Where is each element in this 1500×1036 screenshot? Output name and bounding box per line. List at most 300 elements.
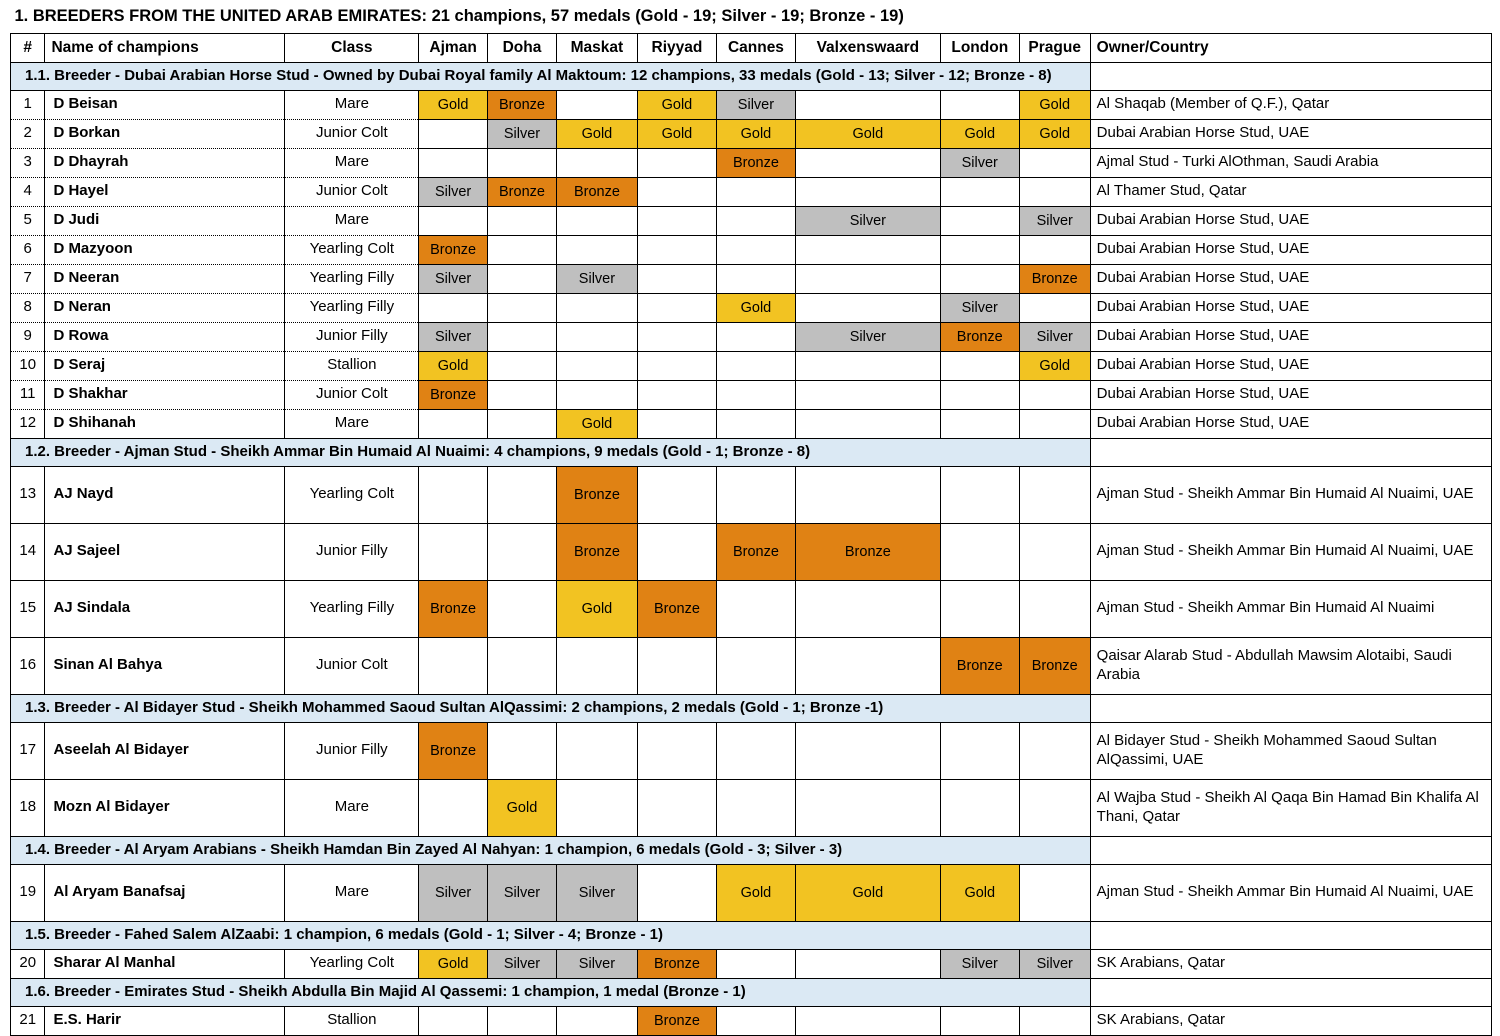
medal-cell bbox=[940, 1006, 1019, 1035]
owner-country: Dubai Arabian Horse Stud, UAE bbox=[1090, 206, 1491, 235]
column-header-london: London bbox=[940, 33, 1019, 62]
medal-cell: Gold bbox=[637, 90, 716, 119]
medal-cell bbox=[637, 148, 716, 177]
champion-name: Sinan Al Bahya bbox=[45, 637, 285, 694]
owner-country: Ajman Stud - Sheikh Ammar Bin Humaid Al Nuaimi, UAE bbox=[1090, 523, 1491, 580]
medal-cell bbox=[488, 466, 557, 523]
medal-cell: Bronze bbox=[1019, 637, 1090, 694]
medal-cell bbox=[716, 322, 795, 351]
section-header-row bbox=[11, 694, 1492, 722]
section-header-label: 1.3. Breeder - Al Bidayer Stud - Sheikh Mohammed Saoud Sultan AlQassimi: 2 champions, 2 medals (Gold - 1; Bronze -1) bbox=[11, 694, 1091, 722]
column-header-riyyad: Riyyad bbox=[637, 33, 716, 62]
medal-cell: Silver bbox=[419, 264, 488, 293]
section-header-row bbox=[11, 921, 1492, 949]
champion-class: Yearling Filly bbox=[285, 580, 419, 637]
champion-class: Junior Filly bbox=[285, 523, 419, 580]
medal-cell bbox=[1019, 235, 1090, 264]
table-row bbox=[11, 466, 1492, 523]
table-row bbox=[11, 177, 1492, 206]
medal-cell: Gold bbox=[1019, 90, 1090, 119]
medal-cell bbox=[556, 351, 637, 380]
column-header-doha: Doha bbox=[488, 33, 557, 62]
medal-cell: Gold bbox=[716, 864, 795, 921]
medal-cell: Silver bbox=[419, 322, 488, 351]
champion-class: Stallion bbox=[285, 1006, 419, 1035]
medal-cell bbox=[1019, 466, 1090, 523]
owner-country: Al Wajba Stud - Sheikh Al Qaqa Bin Hamad Bin Khalifa Al Thani, Qatar bbox=[1090, 779, 1491, 836]
medal-cell: Silver bbox=[940, 293, 1019, 322]
medal-cell bbox=[488, 235, 557, 264]
row-index: 11 bbox=[11, 380, 45, 409]
medal-cell bbox=[716, 351, 795, 380]
section-header-spacer bbox=[1090, 438, 1491, 466]
table-row bbox=[11, 1006, 1492, 1035]
champion-name: AJ Sindala bbox=[45, 580, 285, 637]
medal-cell: Silver bbox=[419, 864, 488, 921]
column-header-valxenswaard: Valxenswaard bbox=[795, 33, 940, 62]
medal-cell: Gold bbox=[795, 119, 940, 148]
owner-country: Dubai Arabian Horse Stud, UAE bbox=[1090, 293, 1491, 322]
champion-class: Junior Filly bbox=[285, 322, 419, 351]
champion-class: Mare bbox=[285, 779, 419, 836]
medal-cell: Silver bbox=[1019, 949, 1090, 978]
table-row bbox=[11, 322, 1492, 351]
medal-cell bbox=[795, 148, 940, 177]
champion-name: D Seraj bbox=[45, 351, 285, 380]
medal-cell bbox=[795, 580, 940, 637]
medal-cell: Gold bbox=[940, 864, 1019, 921]
medal-cell: Bronze bbox=[488, 90, 557, 119]
medal-cell: Silver bbox=[1019, 206, 1090, 235]
section-header-spacer bbox=[1090, 978, 1491, 1006]
medal-cell bbox=[488, 580, 557, 637]
row-index: 12 bbox=[11, 409, 45, 438]
medal-cell bbox=[556, 293, 637, 322]
medal-cell bbox=[940, 779, 1019, 836]
owner-country: Ajman Stud - Sheikh Ammar Bin Humaid Al Nuaimi bbox=[1090, 580, 1491, 637]
medal-cell bbox=[556, 148, 637, 177]
table-row bbox=[11, 523, 1492, 580]
row-index: 2 bbox=[11, 119, 45, 148]
section-header-spacer bbox=[1090, 921, 1491, 949]
champion-name: D Shakhar bbox=[45, 380, 285, 409]
medal-cell bbox=[637, 351, 716, 380]
medal-cell: Bronze bbox=[940, 637, 1019, 694]
medal-cell bbox=[940, 409, 1019, 438]
champion-name: D Hayel bbox=[45, 177, 285, 206]
table-row bbox=[11, 779, 1492, 836]
medal-cell bbox=[637, 864, 716, 921]
champion-class: Yearling Filly bbox=[285, 264, 419, 293]
champion-name: D Borkan bbox=[45, 119, 285, 148]
row-index: 13 bbox=[11, 466, 45, 523]
table-row bbox=[11, 351, 1492, 380]
medal-cell bbox=[1019, 580, 1090, 637]
medal-cell bbox=[637, 466, 716, 523]
champion-class: Mare bbox=[285, 90, 419, 119]
medal-cell bbox=[488, 264, 557, 293]
medal-cell: Silver bbox=[488, 949, 557, 978]
medal-cell bbox=[716, 206, 795, 235]
medal-cell bbox=[488, 206, 557, 235]
medal-cell bbox=[419, 293, 488, 322]
medal-cell bbox=[488, 722, 557, 779]
medal-cell bbox=[716, 637, 795, 694]
champion-class: Junior Filly bbox=[285, 722, 419, 779]
medal-cell bbox=[940, 380, 1019, 409]
row-index: 17 bbox=[11, 722, 45, 779]
medal-cell bbox=[419, 119, 488, 148]
medal-cell: Silver bbox=[488, 119, 557, 148]
medal-cell: Bronze bbox=[419, 722, 488, 779]
medal-cell bbox=[1019, 722, 1090, 779]
medal-cell bbox=[637, 264, 716, 293]
medal-cell bbox=[795, 264, 940, 293]
medal-cell bbox=[488, 148, 557, 177]
champion-class: Junior Colt bbox=[285, 380, 419, 409]
champion-class: Mare bbox=[285, 864, 419, 921]
medal-cell: Gold bbox=[795, 864, 940, 921]
table-row bbox=[11, 722, 1492, 779]
medal-cell bbox=[940, 351, 1019, 380]
medal-cell: Bronze bbox=[419, 380, 488, 409]
champion-name: Sharar Al Manhal bbox=[45, 949, 285, 978]
medal-cell bbox=[556, 206, 637, 235]
medal-cell: Gold bbox=[419, 949, 488, 978]
champion-class: Yearling Colt bbox=[285, 466, 419, 523]
medal-cell bbox=[716, 779, 795, 836]
champion-class: Mare bbox=[285, 206, 419, 235]
medal-cell: Gold bbox=[419, 351, 488, 380]
owner-country: Qaisar Alarab Stud - Abdullah Mawsim Alotaibi, Saudi Arabia bbox=[1090, 637, 1491, 694]
champion-class: Mare bbox=[285, 148, 419, 177]
medal-cell bbox=[556, 1006, 637, 1035]
medal-cell bbox=[795, 466, 940, 523]
owner-country: Dubai Arabian Horse Stud, UAE bbox=[1090, 351, 1491, 380]
column-header-maskat: Maskat bbox=[556, 33, 637, 62]
medal-cell: Bronze bbox=[795, 523, 940, 580]
champion-name: Aseelah Al Bidayer bbox=[45, 722, 285, 779]
section-header-label: 1.2. Breeder - Ajman Stud - Sheikh Ammar Bin Humaid Al Nuaimi: 4 champions, 9 medals (Gold - 1; Bronze - 8) bbox=[11, 438, 1091, 466]
medal-cell bbox=[419, 1006, 488, 1035]
owner-country: Dubai Arabian Horse Stud, UAE bbox=[1090, 264, 1491, 293]
medal-cell: Gold bbox=[1019, 351, 1090, 380]
medal-cell bbox=[716, 177, 795, 206]
medal-cell bbox=[795, 779, 940, 836]
champion-class: Junior Colt bbox=[285, 637, 419, 694]
medal-cell: Bronze bbox=[637, 1006, 716, 1035]
table-title-row bbox=[11, 4, 1492, 33]
medal-cell: Bronze bbox=[419, 235, 488, 264]
medal-cell: Bronze bbox=[419, 580, 488, 637]
medal-cell: Silver bbox=[419, 177, 488, 206]
medal-cell bbox=[637, 523, 716, 580]
medal-cell bbox=[1019, 779, 1090, 836]
medal-cell: Silver bbox=[556, 864, 637, 921]
table-row bbox=[11, 637, 1492, 694]
table-row bbox=[11, 293, 1492, 322]
medal-cell: Gold bbox=[556, 580, 637, 637]
medal-cell: Bronze bbox=[488, 177, 557, 206]
medal-cell bbox=[637, 779, 716, 836]
champion-class: Yearling Colt bbox=[285, 235, 419, 264]
medal-cell: Gold bbox=[716, 293, 795, 322]
medal-cell: Gold bbox=[1019, 119, 1090, 148]
medal-cell bbox=[795, 637, 940, 694]
column-header-col: # bbox=[11, 33, 45, 62]
medal-cell bbox=[795, 235, 940, 264]
medal-cell: Gold bbox=[556, 409, 637, 438]
medal-cell bbox=[637, 293, 716, 322]
row-index: 10 bbox=[11, 351, 45, 380]
medal-cell bbox=[419, 148, 488, 177]
medal-cell bbox=[637, 722, 716, 779]
medal-cell bbox=[556, 235, 637, 264]
owner-country: Dubai Arabian Horse Stud, UAE bbox=[1090, 235, 1491, 264]
owner-country: Dubai Arabian Horse Stud, UAE bbox=[1090, 119, 1491, 148]
table-row bbox=[11, 90, 1492, 119]
section-header-label: 1.4. Breeder - Al Aryam Arabians - Sheikh Hamdan Bin Zayed Al Nahyan: 1 champion, 6 medals (Gold - 3; Silver - 3) bbox=[11, 836, 1091, 864]
row-index: 3 bbox=[11, 148, 45, 177]
table-row bbox=[11, 119, 1492, 148]
medal-cell bbox=[488, 351, 557, 380]
medal-cell bbox=[1019, 1006, 1090, 1035]
medal-cell bbox=[637, 235, 716, 264]
medal-cell: Bronze bbox=[637, 949, 716, 978]
champion-name: Al Aryam Banafsaj bbox=[45, 864, 285, 921]
medal-cell: Silver bbox=[1019, 322, 1090, 351]
section-header-label: 1.5. Breeder - Fahed Salem AlZaabi: 1 champion, 6 medals (Gold - 1; Silver - 4; Bronze - 1) bbox=[11, 921, 1091, 949]
medal-cell bbox=[419, 206, 488, 235]
medal-cell bbox=[940, 722, 1019, 779]
medal-cell bbox=[795, 1006, 940, 1035]
medal-cell bbox=[1019, 409, 1090, 438]
medal-cell bbox=[795, 722, 940, 779]
medal-cell bbox=[556, 90, 637, 119]
row-index: 16 bbox=[11, 637, 45, 694]
medal-cell bbox=[556, 722, 637, 779]
medal-cell bbox=[940, 206, 1019, 235]
champion-class: Stallion bbox=[285, 351, 419, 380]
row-index: 15 bbox=[11, 580, 45, 637]
medal-cell: Silver bbox=[795, 206, 940, 235]
champion-class: Yearling Filly bbox=[285, 293, 419, 322]
table-body bbox=[11, 4, 1492, 1035]
medal-cell bbox=[940, 235, 1019, 264]
medal-cell bbox=[637, 177, 716, 206]
medal-cell: Silver bbox=[716, 90, 795, 119]
medal-cell bbox=[940, 264, 1019, 293]
medal-cell bbox=[637, 637, 716, 694]
medal-cell: Silver bbox=[488, 864, 557, 921]
medal-cell bbox=[1019, 293, 1090, 322]
medal-cell bbox=[1019, 177, 1090, 206]
table-row bbox=[11, 264, 1492, 293]
table-row bbox=[11, 409, 1492, 438]
owner-country: SK Arabians, Qatar bbox=[1090, 1006, 1491, 1035]
row-index: 6 bbox=[11, 235, 45, 264]
column-header-owner-country: Owner/Country bbox=[1090, 33, 1491, 62]
medal-cell bbox=[716, 580, 795, 637]
medal-cell: Bronze bbox=[940, 322, 1019, 351]
owner-country: Dubai Arabian Horse Stud, UAE bbox=[1090, 409, 1491, 438]
medal-cell bbox=[1019, 380, 1090, 409]
owner-country: Ajman Stud - Sheikh Ammar Bin Humaid Al Nuaimi, UAE bbox=[1090, 864, 1491, 921]
section-header-spacer bbox=[1090, 836, 1491, 864]
medal-cell bbox=[795, 409, 940, 438]
champion-name: D Beisan bbox=[45, 90, 285, 119]
medal-cell bbox=[716, 380, 795, 409]
medal-cell: Bronze bbox=[637, 580, 716, 637]
medal-cell: Gold bbox=[488, 779, 557, 836]
section-header-row bbox=[11, 438, 1492, 466]
owner-country: Al Shaqab (Member of Q.F.), Qatar bbox=[1090, 90, 1491, 119]
section-header-row bbox=[11, 978, 1492, 1006]
champion-name: D Dhayrah bbox=[45, 148, 285, 177]
row-index: 8 bbox=[11, 293, 45, 322]
owner-country: Al Bidayer Stud - Sheikh Mohammed Saoud Sultan AlQassimi, UAE bbox=[1090, 722, 1491, 779]
medal-cell bbox=[556, 779, 637, 836]
owner-country: Ajmal Stud - Turki AlOthman, Saudi Arabia bbox=[1090, 148, 1491, 177]
medal-cell: Gold bbox=[716, 119, 795, 148]
row-index: 9 bbox=[11, 322, 45, 351]
row-index: 19 bbox=[11, 864, 45, 921]
medal-cell bbox=[795, 949, 940, 978]
champion-class: Junior Colt bbox=[285, 177, 419, 206]
champion-name: D Neran bbox=[45, 293, 285, 322]
medal-cell bbox=[556, 322, 637, 351]
section-header-spacer bbox=[1090, 62, 1491, 90]
medal-cell bbox=[637, 380, 716, 409]
table-row bbox=[11, 148, 1492, 177]
column-header-ajman: Ajman bbox=[419, 33, 488, 62]
medal-cell bbox=[716, 264, 795, 293]
breeders-medal-table bbox=[10, 4, 1492, 1036]
medal-cell: Bronze bbox=[556, 466, 637, 523]
medal-cell bbox=[419, 779, 488, 836]
medal-cell bbox=[419, 637, 488, 694]
section-header-row bbox=[11, 836, 1492, 864]
medal-cell bbox=[488, 293, 557, 322]
medal-cell bbox=[940, 90, 1019, 119]
champion-name: AJ Sajeel bbox=[45, 523, 285, 580]
table-row bbox=[11, 235, 1492, 264]
champion-class: Junior Colt bbox=[285, 119, 419, 148]
champion-class: Yearling Colt bbox=[285, 949, 419, 978]
champion-name: D Judi bbox=[45, 206, 285, 235]
medal-cell bbox=[1019, 148, 1090, 177]
medal-cell bbox=[716, 949, 795, 978]
medal-cell bbox=[556, 637, 637, 694]
medal-cell bbox=[488, 409, 557, 438]
medal-cell bbox=[1019, 864, 1090, 921]
medal-cell bbox=[488, 1006, 557, 1035]
medal-cell bbox=[716, 722, 795, 779]
medal-cell: Bronze bbox=[556, 177, 637, 206]
champion-name: D Mazyoon bbox=[45, 235, 285, 264]
medal-cell bbox=[637, 206, 716, 235]
owner-country: Ajman Stud - Sheikh Ammar Bin Humaid Al Nuaimi, UAE bbox=[1090, 466, 1491, 523]
medal-cell: Silver bbox=[940, 949, 1019, 978]
medal-cell: Gold bbox=[556, 119, 637, 148]
medal-cell bbox=[488, 322, 557, 351]
medal-cell: Bronze bbox=[1019, 264, 1090, 293]
champion-class: Mare bbox=[285, 409, 419, 438]
section-header-spacer bbox=[1090, 694, 1491, 722]
medal-cell bbox=[795, 90, 940, 119]
champion-name: D Neeran bbox=[45, 264, 285, 293]
medal-cell bbox=[419, 409, 488, 438]
column-header-prague: Prague bbox=[1019, 33, 1090, 62]
owner-country: SK Arabians, Qatar bbox=[1090, 949, 1491, 978]
medal-cell: Bronze bbox=[716, 523, 795, 580]
medal-cell bbox=[795, 351, 940, 380]
column-header-class: Class bbox=[285, 33, 419, 62]
medal-cell bbox=[488, 523, 557, 580]
medal-cell bbox=[637, 322, 716, 351]
table-row bbox=[11, 864, 1492, 921]
column-header-cannes: Cannes bbox=[716, 33, 795, 62]
medal-cell bbox=[716, 466, 795, 523]
medal-cell: Silver bbox=[556, 949, 637, 978]
column-header-name-of-champions: Name of champions bbox=[45, 33, 285, 62]
row-index: 18 bbox=[11, 779, 45, 836]
column-header-row bbox=[11, 33, 1492, 62]
row-index: 20 bbox=[11, 949, 45, 978]
section-header-row bbox=[11, 62, 1492, 90]
champion-name: E.S. Harir bbox=[45, 1006, 285, 1035]
section-header-label: 1.1. Breeder - Dubai Arabian Horse Stud - Owned by Dubai Royal family Al Maktoum: 12 champions, 33 medals (Gold - 13; Silver - 12; Bronze - 8) bbox=[11, 62, 1091, 90]
owner-country: Dubai Arabian Horse Stud, UAE bbox=[1090, 322, 1491, 351]
row-index: 5 bbox=[11, 206, 45, 235]
owner-country: Al Thamer Stud, Qatar bbox=[1090, 177, 1491, 206]
medal-cell bbox=[795, 380, 940, 409]
medal-cell: Gold bbox=[419, 90, 488, 119]
medal-cell bbox=[716, 235, 795, 264]
champion-name: D Rowa bbox=[45, 322, 285, 351]
medal-cell bbox=[1019, 523, 1090, 580]
champion-name: Mozn Al Bidayer bbox=[45, 779, 285, 836]
medal-cell bbox=[556, 380, 637, 409]
table-row bbox=[11, 206, 1492, 235]
medal-cell bbox=[940, 523, 1019, 580]
medal-cell bbox=[795, 293, 940, 322]
medal-cell: Silver bbox=[795, 322, 940, 351]
medal-cell: Bronze bbox=[556, 523, 637, 580]
champion-name: D Shihanah bbox=[45, 409, 285, 438]
medal-cell bbox=[716, 1006, 795, 1035]
medal-cell bbox=[795, 177, 940, 206]
medal-cell bbox=[488, 637, 557, 694]
medal-cell: Gold bbox=[940, 119, 1019, 148]
owner-country: Dubai Arabian Horse Stud, UAE bbox=[1090, 380, 1491, 409]
medal-cell bbox=[940, 177, 1019, 206]
table-row bbox=[11, 580, 1492, 637]
medal-cell: Bronze bbox=[716, 148, 795, 177]
row-index: 4 bbox=[11, 177, 45, 206]
medal-cell bbox=[940, 466, 1019, 523]
medal-cell bbox=[637, 409, 716, 438]
row-index: 21 bbox=[11, 1006, 45, 1035]
medal-cell: Gold bbox=[637, 119, 716, 148]
medal-cell: Silver bbox=[940, 148, 1019, 177]
champion-name: AJ Nayd bbox=[45, 466, 285, 523]
table-row bbox=[11, 380, 1492, 409]
medal-cell bbox=[488, 380, 557, 409]
table-row bbox=[11, 949, 1492, 978]
page-title: 1. BREEDERS FROM THE UNITED ARAB EMIRATES: 21 champions, 57 medals (Gold - 19; Silver - 19; Bronze - 19) bbox=[14, 7, 904, 25]
medal-cell: Silver bbox=[556, 264, 637, 293]
